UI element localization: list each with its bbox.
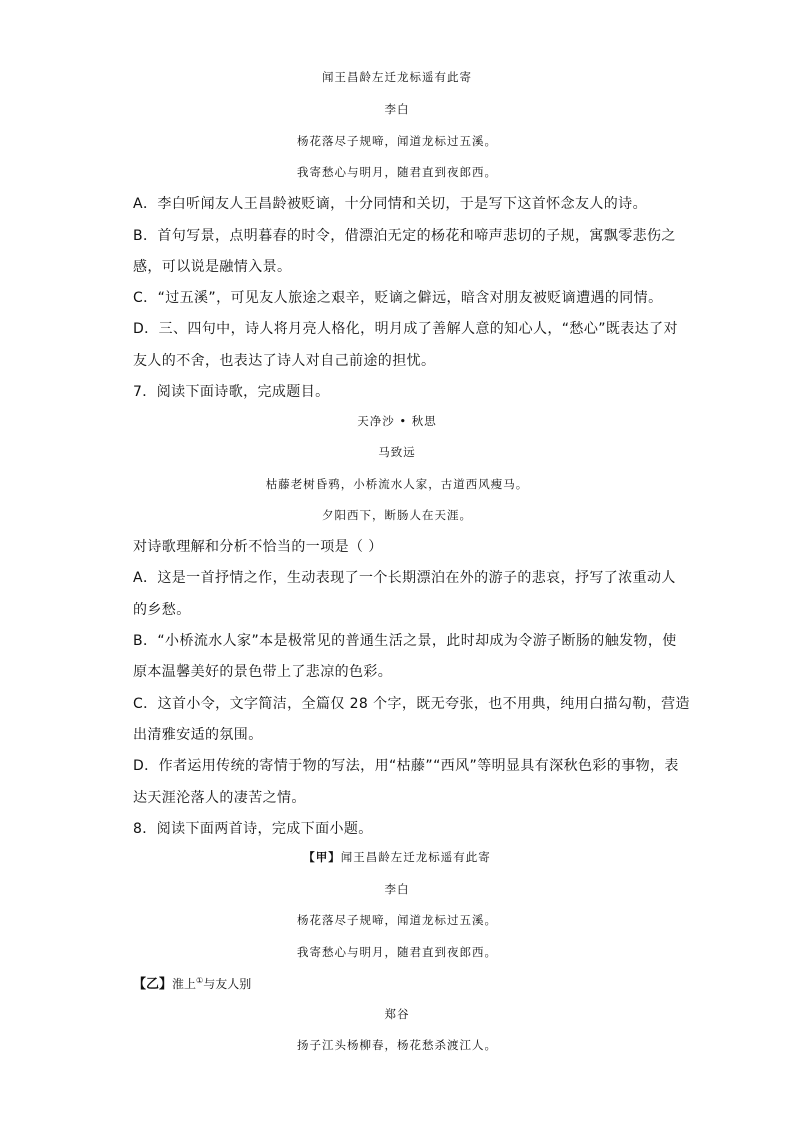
q8-jia-title: 闻王昌龄左迁龙标遥有此寄 (340, 850, 491, 864)
q7-option-a-line1: A．这是一首抒情之作，生动表现了一个长期漂泊在外的游子的悲哀，抒写了浓重动人 (133, 570, 676, 586)
q8-jia-line1: 杨花落尽子规啼，闻道龙标过五溪。 (297, 913, 497, 927)
q6-option-b-line2: 感，可以说是融情入景。 (133, 259, 292, 275)
poem1-line2: 我寄愁心与明月，随君直到夜郎西。 (297, 165, 497, 179)
q7-poem-title: 天净沙 • 秋思 (357, 414, 437, 428)
q8-jia-label: 【甲】 (303, 850, 341, 864)
q6-option-a: A．李白听闻友人王昌龄被贬谪，十分同情和关切，于是写下这首怀念友人的诗。 (133, 196, 647, 212)
q8-yi-heading (133, 973, 251, 992)
q8-jia-author: 李白 (384, 882, 410, 896)
poem1-author: 李白 (384, 102, 410, 116)
q8-yi-label: 【乙】 (133, 977, 173, 992)
q8-jia-heading (0, 849, 794, 865)
q8-jia-line2: 我寄愁心与明月，随君直到夜郎西。 (297, 945, 497, 959)
q8-stem: 8．阅读下面两首诗，完成下面小题。 (133, 821, 373, 837)
q7-question: 对诗歌理解和分析不恰当的一项是（ ） (133, 539, 383, 555)
q7-option-d-line1: D．作者运用传统的寄情于物的写法，用“枯藤”“西风”等明显具有深秋色彩的事物，表 (133, 758, 679, 774)
q6-option-d-line2: 友人的不舍，也表达了诗人对自己前途的担忧。 (133, 353, 436, 369)
q8-yi-line1: 扬子江头杨柳春，杨花愁杀渡江人。 (297, 1038, 497, 1052)
q7-option-b-line1: B．“小桥流水人家”本是极常见的普通生活之景，此时却成为令游子断肠的触发物，使 (133, 633, 677, 649)
q7-option-a-line2: 的乡愁。 (133, 602, 191, 618)
q7-poem-author: 马致远 (378, 445, 416, 459)
q6-option-c: C．“过五溪”，可见友人旅途之艰辛，贬谪之僻远，暗含对朋友被贬谪遭遇的同情。 (133, 290, 663, 306)
q7-poem-line1: 枯藤老树昏鸦，小桥流水人家，古道西风瘦马。 (265, 477, 529, 491)
poem1-line1: 杨花落尽子规啼，闻道龙标过五溪。 (297, 134, 497, 148)
poem1-title: 闻王昌龄左迁龙标遥有此寄 (322, 70, 472, 84)
q7-option-c-line1: C．这首小令，文字简洁，全篇仅 28 个字，既无夸张，也不用典，纯用白描勾勒，营造 (133, 696, 690, 712)
q8-yi-title-b: 与友人别 (203, 977, 252, 991)
q8-yi-author: 郑谷 (384, 1007, 410, 1021)
q8-yi-title-a: 淮上 (172, 977, 197, 991)
q6-option-b-line1: B．首句写景，点明暮春的时令，借漂泊无定的杨花和啼声悲切的子规，寓飘零悲伤之 (133, 228, 676, 244)
q7-stem: 7．阅读下面诗歌，完成题目。 (133, 384, 330, 400)
q7-poem-line2: 夕阳西下，断肠人在天涯。 (322, 508, 472, 522)
q7-option-d-line2: 达天涯沦落人的凄苦之情。 (133, 790, 306, 806)
q7-option-b-line2: 原本温馨美好的景色带上了悲凉的色彩。 (133, 664, 393, 680)
q6-option-d-line1: D．三、四句中，诗人将月亮人格化，明月成了善解人意的知心人，“愁心”既表达了对 (133, 321, 678, 337)
q7-option-c-line2: 出清雅安适的氛围。 (133, 727, 263, 743)
q8-yi-footnote-marker: ① (196, 976, 204, 985)
